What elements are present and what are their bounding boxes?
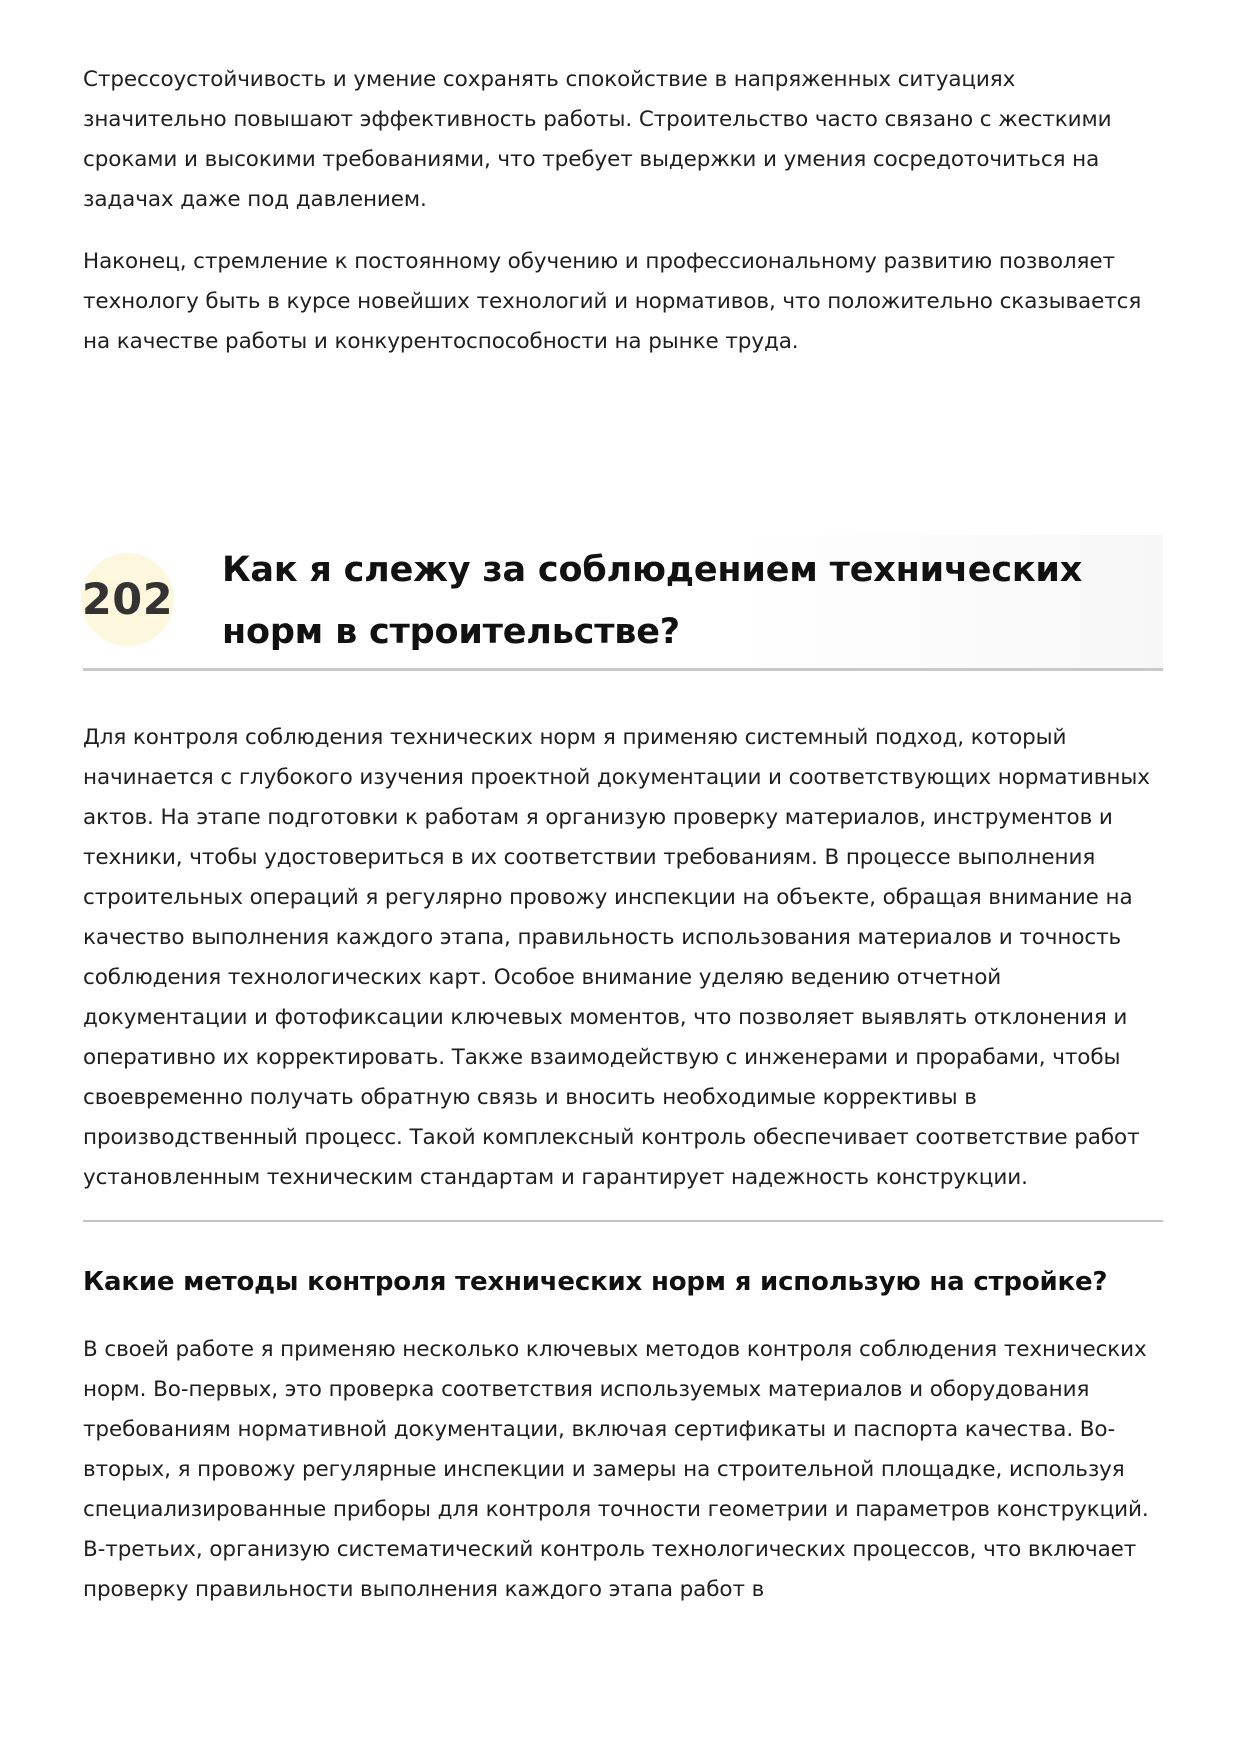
spacer bbox=[83, 220, 1163, 242]
question-title: Как я слежу за соблюдением технических норм в строительстве? bbox=[222, 550, 1083, 652]
question-number-badge bbox=[81, 553, 174, 646]
subsection-paragraph: В своей работе я применяю несколько ключевых методов контроля соблюдения технических норм. Во-первых, это проверка соответствия используемых материалов и оборудования требованиям нормативной документации, включая сертификаты и паспорта качества. Во-вторых, я провожу регулярные инспекции и замеры на строительной площадке, используя специализированные приборы для контроля точности геометрии и параметров конструкций. В-третьих, организую систематический контроль технологических процессов, что включает проверку правильности выполнения каждого этапа работ в bbox=[83, 1337, 1149, 1602]
question-header bbox=[83, 535, 1163, 671]
spacer bbox=[83, 362, 1163, 535]
spacer bbox=[83, 671, 1163, 718]
subsection-heading: Какие методы контроля технических норм я использую на стройке? bbox=[83, 1267, 1108, 1297]
intro-paragraph-learning: Наконец, стремление к постоянному обучению и профессиональному развитию позволяет технологу быть в курсе новейших технологий и нормативов, что положительно сказывается на качестве работы и конкурентоспособности на рынке труда. bbox=[83, 249, 1142, 354]
question-answer: Для контроля соблюдения технических норм я применяю системный подход, который начинается с глубокого изучения проектной документации и соответствующих нормативных актов. На этапе подготовки к работам я организую проверку материалов, инструментов и техники, чтобы удостовериться в их соответствии требованиям. В процессе выполнения строительных операций я регулярно провожу инспекции на объекте, обращая внимание на качество выполнения каждого этапа, правильность использования материалов и точность соблюдения технологических карт. Особое внимание уделяю ведению отчетной документации и фотофиксации ключевых моментов, что позволяет выявлять отклонения и оперативно их корректировать. Также взаимодействую с инженерами и прорабами, чтобы своевременно получать обратную связь и вносить необходимые коррективы в производственный процесс. Такой комплексный контроль обеспечивает соответствие работ установленным техническим стандартам и гарантирует надежность конструкции. bbox=[83, 725, 1150, 1190]
document-page bbox=[83, 60, 1163, 1610]
question-number: 202 bbox=[81, 574, 174, 625]
intro-paragraph-stress: Стрессоустойчивость и умение сохранять спокойствие в напряженных ситуациях значительно повышают эффективность работы. Строительство часто связано с жесткими сроками и высокими требованиями, что требует выдержки и умения сосредоточиться на задачах даже под давлением. bbox=[83, 67, 1112, 212]
section-divider bbox=[83, 1220, 1163, 1222]
